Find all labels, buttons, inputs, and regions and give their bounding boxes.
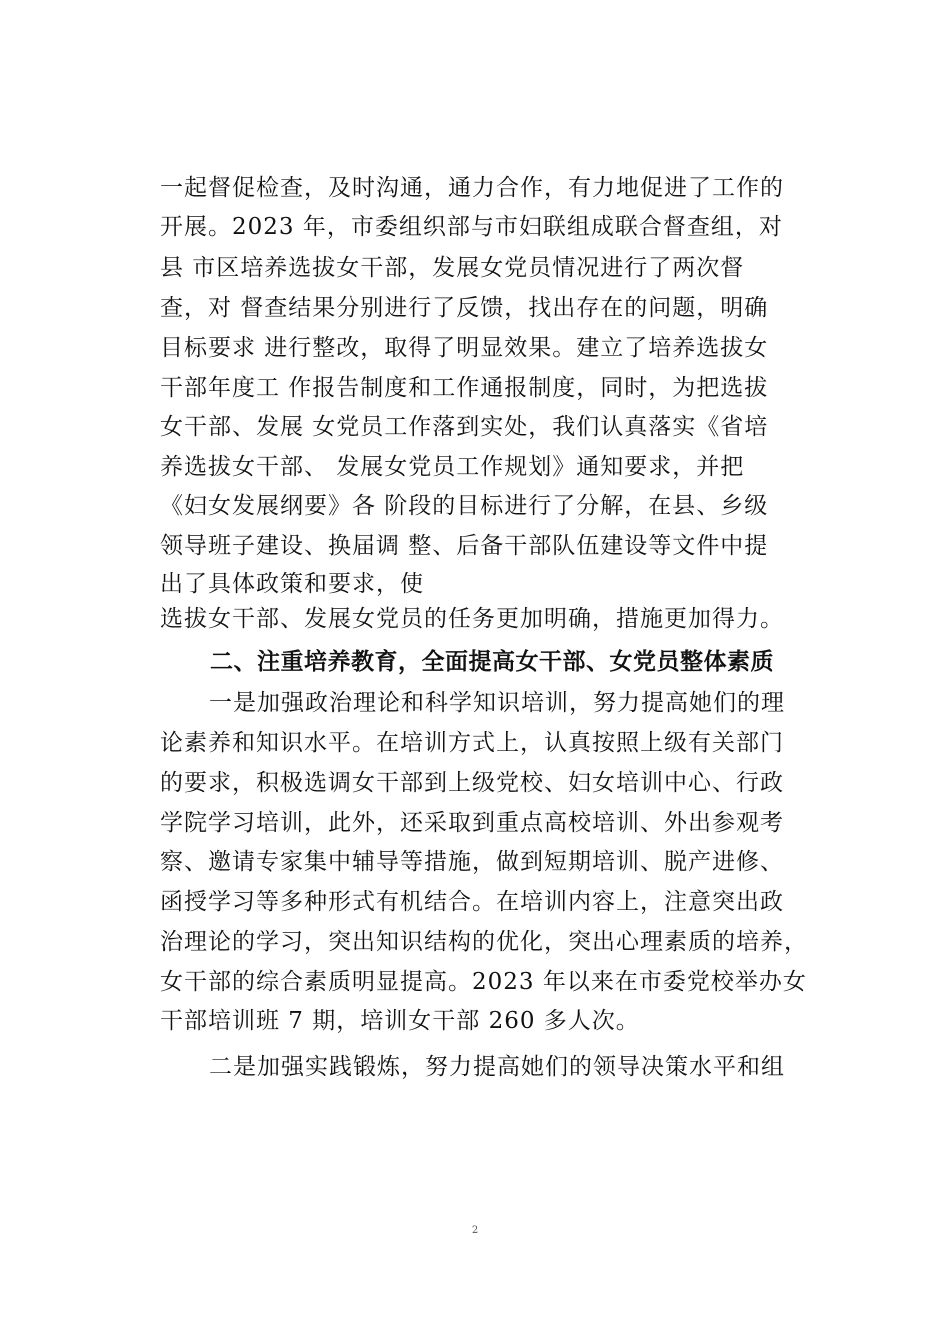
text-line: 察、邀请专家集中辅导等措施，做到短期培训、脱产进修、 [160,849,784,875]
text-line: 论素养和知识水平。在培训方式上，认真按照上级有关部门 [160,730,784,756]
text-line: 出了具体政策和要求，使 [160,571,424,597]
text-line: 学院学习培训，此外，还采取到重点高校培训、外出参观考 [160,810,784,836]
text-line: 县 市区培养选拔女干部，发展女党员情况进行了两次督 [160,255,745,281]
text-line: 二是加强实践锻炼，努力提高她们的领导决策水平和组 [209,1054,785,1080]
text-line: 女干部的综合素质明显提高。2023 年以来在市委党校举办女 [160,969,807,995]
text-line: 干部培训班 7 期，培训女干部 260 多人次。 [160,1008,640,1034]
text-line: 《妇女发展纲要》各 阶段的目标进行了分解，在县、乡级 [160,493,769,519]
page-number: 2 [471,1225,479,1236]
section-heading: 二、注重培养教育，全面提高女干部、女党员整体素质 [210,649,774,675]
text-line: 领导班子建设、换届调 整、后备干部队伍建设等文件中提 [160,533,769,559]
text-line: 一起督促检查，及时沟通，通力合作，有力地促进了工作的 [160,175,784,201]
text-line: 选拔女干部、发展女党员的任务更加明确，措施更加得力。 [160,606,784,632]
text-line: 干部年度工 作报告制度和工作通报制度，同时，为把选拔 [160,375,769,401]
text-line: 查，对 督查结果分别进行了反馈，找出存在的问题，明确 [160,295,769,321]
text-line: 函授学习等多种形式有机结合。在培训内容上，注意突出政 [160,889,784,915]
text-line: 的要求，积极选调女干部到上级党校、妇女培训中心、行政 [160,770,784,796]
text-line: 养选拔女干部、 发展女党员工作规划》通知要求，并把 [160,454,745,480]
text-line: 开展。2023 年，市委组织部与市妇联组成联合督查组，对 [160,214,783,240]
text-line: 目标要求 进行整改，取得了明显效果。建立了培养选拔女 [160,335,769,361]
text-line: 治理论的学习，突出知识结构的优化，突出心理素质的培养， [160,929,808,955]
text-line: 一是加强政治理论和科学知识培训，努力提高她们的理 [209,690,785,716]
text-line: 女干部、发展 女党员工作落到实处，我们认真落实《省培 [160,414,769,440]
